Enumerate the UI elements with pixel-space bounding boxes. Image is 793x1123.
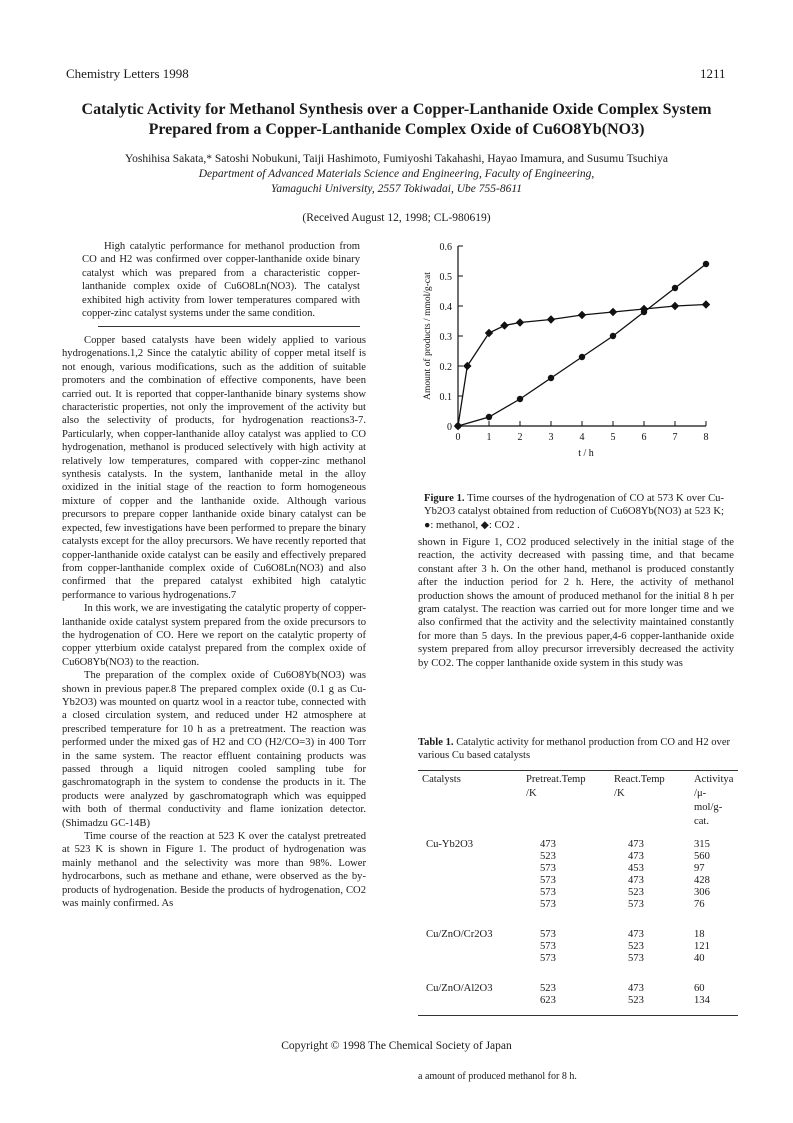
table-cell: 573 — [540, 953, 556, 964]
table-cell: 306 — [694, 887, 710, 898]
table-cell: 76 — [694, 899, 705, 910]
table-cell: 573 — [540, 941, 556, 952]
table-cell: 523 — [628, 995, 644, 1006]
methanol-point — [610, 333, 616, 339]
y-tick-label: 0.5 — [439, 272, 452, 283]
table-row — [418, 953, 738, 965]
table-cell: 97 — [694, 863, 705, 874]
table-row — [418, 995, 738, 1007]
x-tick-label: 1 — [486, 432, 492, 443]
catalyst-cell — [418, 851, 522, 863]
catalyst-cell — [418, 887, 522, 899]
paragraph: Time course of the reaction at 523 K over the catalyst pretreated at 523 K is shown in Figure 1. The product of hydrogenation was mainly methanol and the selectivity was more than 98%. Lower hydrocarbons, such as methane and ethane, were observed as the by-products of hydrogenation. Beside the products of hydrogenation, CO2 was mainly confirmed. As — [62, 831, 366, 910]
abstract — [82, 240, 360, 320]
received-date: (Received August 12, 1998; CL-980619) — [302, 212, 491, 224]
table-bottom-rule — [418, 1015, 738, 1016]
table-cell: 523 — [628, 941, 644, 952]
methanol-point — [579, 354, 585, 360]
series-line-diamond — [458, 305, 706, 427]
table-cell: 573 — [540, 863, 556, 874]
y-axis-label: Amount of products / mmol/g-cat — [423, 272, 433, 400]
catalyst-cell — [418, 941, 522, 953]
paper-title — [40, 100, 753, 140]
table-cell: 473 — [628, 875, 644, 886]
paragraph: In this work, we are investigating the catalytic property of copper-lanthanide oxide catalyst system prepared from the oxide precursors to the hydrogenation of CO. Here we report on the catalytic property of copper ytterbium oxide catalyst prepared from the complex oxide of Cu6O8Yb(NO3) to the reaction. — [62, 603, 366, 668]
co2-point — [500, 321, 508, 329]
table-cell: 473 — [540, 839, 556, 850]
paragraph: The preparation of the complex oxide of Cu6O8Yb(NO3) was shown in previous paper.8 The prepared complex oxide (0.1 g as Cu-Yb2O3) was mounted on quartz wool in a reactor tube, connected with a closed circulation system, and reduced under H2 atmosphere at prescribed temperature for 10 h as a pretreatment. The reaction was performed under the mixed gas of H2 and CO (H2/CO=3) in 400 Torr in the same system. The reactor effluent containing products was passed through a liquid nitrogen cooled sampling tube for gaschromatograph in the system to condense the products in it. The products were analyzed by gaschromatograph which was equipped with both of thermal conductivity and flame ionization detector.(Shimadzu GC-14B) — [62, 670, 366, 829]
table-row — [418, 929, 738, 941]
co2-point — [547, 315, 555, 323]
catalyst-cell: Cu/ZnO/Cr2O3 — [426, 929, 493, 940]
table-row — [418, 851, 738, 863]
table-cell: 315 — [694, 839, 710, 850]
methanol-point — [486, 414, 492, 420]
title-line-1: Catalytic Activity for Methanol Synthesis over a Copper-Lanthanide Oxide Complex System — [81, 101, 712, 118]
y-tick-label: 0 — [447, 422, 452, 433]
table-cell: 473 — [628, 839, 644, 850]
table-cell: 473 — [628, 929, 644, 940]
table-row — [418, 875, 738, 887]
table-label: Table 1. — [418, 737, 454, 748]
x-tick-label: 5 — [610, 432, 616, 443]
table-cell: 453 — [628, 863, 644, 874]
table-cell: 121 — [694, 941, 710, 952]
x-tick-label: 6 — [641, 432, 647, 443]
chart-plot-area — [422, 242, 710, 459]
table-header-row — [418, 771, 738, 831]
table-cell: 573 — [540, 875, 556, 886]
catalyst-cell — [418, 995, 522, 1007]
co2-point — [485, 329, 493, 337]
data-table — [418, 771, 738, 1015]
title-line-2: Prepared from a Copper-Lanthanide Complex Oxide of Cu6O8Yb(NO3) — [148, 121, 645, 138]
table-cell: 623 — [540, 995, 556, 1006]
author-block — [40, 152, 753, 197]
catalyst-cell — [418, 863, 522, 875]
table-cell: 573 — [540, 899, 556, 910]
table-cell: 473 — [628, 983, 644, 994]
table-row — [418, 839, 738, 851]
methanol-point — [517, 396, 523, 402]
table-row — [418, 899, 738, 911]
col-header: Catalysts — [422, 774, 461, 785]
table-row — [418, 941, 738, 953]
table-row — [418, 863, 738, 875]
table-row — [418, 887, 738, 899]
figure-1-chart — [418, 236, 728, 472]
y-tick-label: 0.2 — [439, 362, 452, 373]
co2-point — [516, 318, 524, 326]
catalyst-cell: Cu/ZnO/Al2O3 — [426, 983, 493, 994]
table-cell: 573 — [540, 887, 556, 898]
figure-1-caption — [424, 492, 724, 532]
abstract-divider — [98, 326, 360, 327]
x-tick-label: 7 — [672, 432, 678, 443]
page-number: 1211 — [700, 66, 726, 81]
col-header: React.Temp /K — [614, 774, 665, 799]
co2-point — [578, 311, 586, 319]
methanol-point — [703, 261, 709, 267]
affiliation-line-2: Yamaguchi University, 2557 Tokiwadai, Ube 755-8611 — [271, 183, 522, 195]
table-footnote: a amount of produced methanol for 8 h. — [418, 1071, 577, 1082]
methanol-point — [548, 375, 554, 381]
journal-name: Chemistry Letters 1998 — [66, 66, 189, 81]
catalyst-cell — [418, 953, 522, 965]
table-cell: 18 — [694, 929, 705, 940]
table-cell: 428 — [694, 875, 710, 886]
table-cell: 523 — [540, 983, 556, 994]
affiliation-line-1: Department of Advanced Materials Science and Engineering, Faculty of Engineering, — [198, 168, 595, 180]
table-row — [418, 983, 738, 995]
paragraph: shown in Figure 1, CO2 produced selectively in the initial stage of the reaction, the activity decreased with passing time, and that became constant after 3 h. On the other hand, methanol is produced constantly after the induction period for 2 h. Here, the activity of methanol production shows the amount of produced methanol for the initial 8 h per gram catalyst. The reaction was carried out for more longer time and we also confirmed that the activity and the selectivity maintained constantly for more than 5 days. In the previous paper,4-6 copper-lanthanide oxide system prepared from alloy precursor irreversibly decreased the activity by CO2. The copper lanthanide oxide system in this study was — [418, 537, 734, 669]
author-list: Yoshihisa Sakata,* Satoshi Nobukuni, Taiji Hashimoto, Fumiyoshi Takahashi, Hayao Imamura, and Susumu Tsuchiya — [125, 153, 668, 165]
col-header: Pretreat.Temp /K — [526, 774, 586, 799]
table-cell: 573 — [540, 929, 556, 940]
body-left-column — [62, 334, 366, 910]
catalyst-cell: Cu-Yb2O3 — [426, 839, 474, 850]
table-cell: 473 — [628, 851, 644, 862]
table-cell: 134 — [694, 995, 710, 1006]
co2-point — [454, 422, 462, 430]
co2-point — [702, 300, 710, 308]
body-right-column — [418, 536, 734, 670]
y-tick-label: 0.4 — [439, 302, 452, 313]
figure-caption-text: Time courses of the hydrogenation of CO at 573 K over Cu-Yb2O3 catalyst obtained from reduction of Cu6O8Yb(NO3) at 523 K; ●: methanol, ◆: CO2 . — [424, 493, 724, 531]
table-cell: 523 — [628, 887, 644, 898]
x-tick-label: 0 — [455, 432, 461, 443]
table-caption-text: Catalytic activity for methanol production from CO and H2 over various Cu based catalysts — [418, 737, 731, 762]
co2-point — [463, 362, 471, 370]
y-tick-label: 0.3 — [439, 332, 452, 343]
table-cell: 573 — [628, 899, 644, 910]
table-1-caption — [418, 736, 734, 763]
catalyst-cell — [418, 875, 522, 887]
table-cell: 523 — [540, 851, 556, 862]
series-line-circle — [458, 264, 706, 426]
x-tick-label: 8 — [703, 432, 709, 443]
figure-label: Figure 1. — [424, 493, 465, 504]
x-axis-label: t / h — [578, 448, 594, 459]
paragraph: Copper based catalysts have been widely applied to various hydrogenations.1,2 Since the catalytic ability of copper metal itself is not enough, various modifications, such as the addition of suitable promoters and the combination of effective components, have been carried out. It is reported that copper-lanthanide binary systems show characteristic properties, not only the improvement of the activity but also the selectivity of products, for hydrogenation reactions3-7. Particularly, when copper-lanthanide alloy catalyst was applied to CO hydrogenation, methanol is produced selectively with high activity at relatively low temperatures, compared with copper-zinc methanol synthesis catalysts. In the system, lanthanide metal in the alloy oxidized in the initial stage of the reaction to form homogeneous mixture of copper and the lanthanide oxide. Although various precursors to prepare copper lanthanide oxide binary catalyst can be expected, few investigations have been performed to prepare the binary catalysts except for the alloy precursors. We have recently reported that copper-lanthanide oxide catalyst can be easily and effectively prepared from copper-lanthanide complex oxide of Cu6O8Ln(NO3) and also confirmed that the prepared catalyst exhibited high catalytic performance to various hydrogenations.7 — [62, 335, 366, 601]
table-1 — [418, 770, 738, 1016]
methanol-point — [672, 285, 678, 291]
table-cell: 60 — [694, 983, 705, 994]
y-tick-label: 0.6 — [439, 242, 452, 253]
x-tick-label: 3 — [548, 432, 554, 443]
catalyst-cell — [418, 899, 522, 911]
x-tick-label: 2 — [517, 432, 523, 443]
x-tick-label: 4 — [579, 432, 585, 443]
copyright-footer: Copyright © 1998 The Chemical Society of Japan — [281, 1040, 512, 1052]
table-cell: 573 — [628, 953, 644, 964]
table-cell: 40 — [694, 953, 705, 964]
y-tick-label: 0.1 — [439, 392, 452, 403]
table-cell: 560 — [694, 851, 710, 862]
co2-point — [671, 302, 679, 310]
col-header: Activitya /μ-mol/g-cat. — [694, 774, 734, 827]
co2-point — [609, 308, 617, 316]
abstract-text: High catalytic performance for methanol production from CO and H2 was confirmed over copper-lanthanide oxide binary catalyst which was prepared from a characteristic copper-lanthanide complex oxide of Cu6O8Ln(NO3). The catalyst exhibited high activity from lower temperatures compared with copper-zinc catalyst systems under the same condition. — [82, 241, 360, 320]
